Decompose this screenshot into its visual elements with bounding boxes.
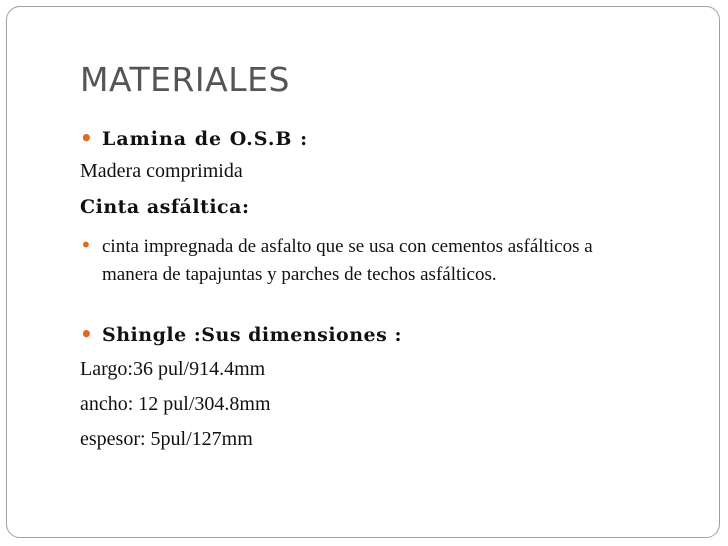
osb-description: Madera comprimida <box>80 160 243 182</box>
cinta-heading: Cinta asfáltica: <box>80 196 250 218</box>
bullet-shingle <box>80 322 402 346</box>
bullet-icon: • <box>80 126 94 150</box>
espesor-text: espesor: 5pul/127mm <box>80 428 253 450</box>
shingle-heading: Shingle :Sus dimensiones : <box>102 324 402 346</box>
slide-title: MATERIALES <box>80 60 290 99</box>
largo-text: Largo:36 pul/914.4mm <box>80 358 266 380</box>
osb-heading: Lamina de O.S.B : <box>102 128 309 150</box>
bullet-icon: • <box>80 322 94 346</box>
bullet-osb <box>80 126 308 150</box>
ancho-text: ancho: 12 pul/304.8mm <box>80 393 271 415</box>
bullet-icon: • <box>80 233 92 257</box>
cinta-description: cinta impregnada de asfalto que se usa con cementos asfálticos a manera de tapajuntas y parches de techos asfálticos. <box>102 236 593 285</box>
